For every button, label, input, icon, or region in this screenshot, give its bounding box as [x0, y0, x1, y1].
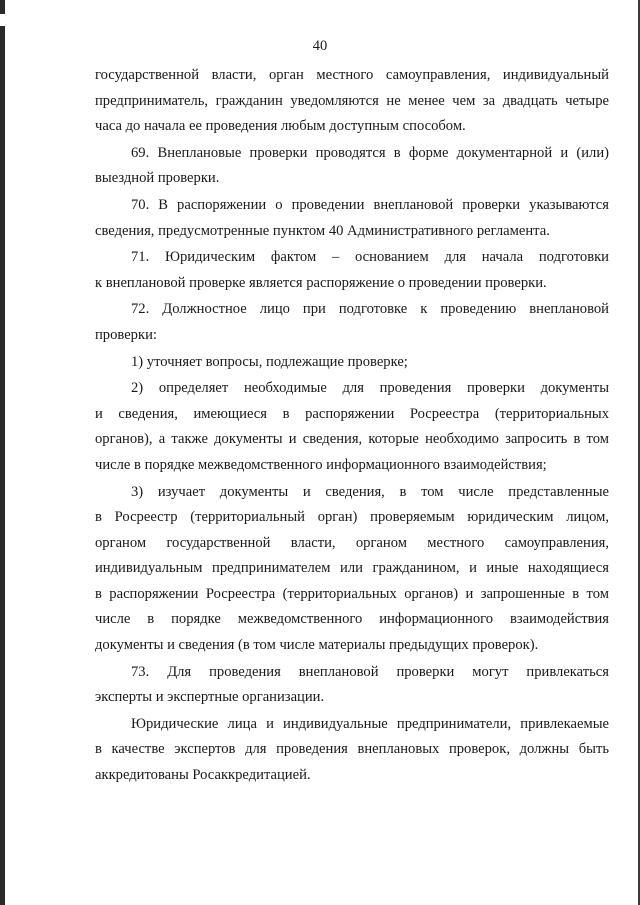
text-line: в качестве экспертов для проведения внеплановых проверок, должны быть	[95, 741, 609, 758]
text-line: к внеплановой проверке является распоряжение о проведении проверки.	[95, 274, 547, 291]
text-line: предприниматель, гражданин уведомляются не менее чем за двадцать четыре	[95, 92, 609, 109]
text-line: индивидуальным предпринимателем или гражданином, и иные находящиеся	[95, 560, 609, 577]
scan-left-edge-gap	[0, 14, 5, 26]
text-line: 1) уточняет вопросы, подлежащие проверке;	[131, 353, 408, 370]
scan-left-edge	[0, 0, 5, 905]
text-line: государственной власти, орган местного самоуправления, индивидуальный	[95, 67, 609, 83]
text-line: проверки:	[95, 326, 157, 343]
text-line: выездной проверки.	[95, 170, 220, 187]
text-line: 2) определяет необходимые для проведения проверки документы	[131, 380, 609, 397]
text-line: и сведения, имеющиеся в распоряжении Росреестра (территориальных	[95, 405, 609, 422]
text-line: эксперты и экспертные организации.	[95, 689, 325, 706]
text-line: числе в порядке межведомственного информационного взаимодействия	[95, 611, 609, 628]
text-line: 72. Должностное лицо при подготовке к проведению внеплановой	[131, 301, 609, 318]
text-line: часа до начала ее проведения любым доступным способом.	[95, 118, 466, 135]
document-body	[95, 63, 609, 789]
text-line: 3) изучает документы и сведения, в том числе представленные	[131, 483, 609, 500]
text-line: документы и сведения (в том числе материалы предыдущих проверок).	[95, 637, 539, 654]
text-line: сведения, предусмотренные пунктом 40 Административного регламента.	[95, 222, 550, 239]
text-line: органом государственной власти, органом местного самоуправления,	[95, 534, 609, 551]
text-line: 69. Внеплановые проверки проводятся в форме документарной и (или)	[131, 144, 609, 161]
page-number: 40	[312, 38, 328, 54]
text-line: в распоряжении Росреестра (территориальных органов) и запрошенные в том	[95, 585, 609, 602]
text-line: 71. Юридическим фактом – основанием для начала подготовки	[131, 249, 609, 266]
text-line: в Росреестр (территориальный орган) проверяемым юридическим лицом,	[95, 509, 609, 526]
text-line: органов), а также документы и сведения, которые необходимо запросить в том	[95, 431, 609, 448]
text-line: 70. В распоряжении о проведении внеплановой проверки указываются	[131, 196, 609, 213]
text-line: 73. Для проведения внеплановой проверки могут привлекаться	[131, 663, 609, 680]
text-line: Юридические лица и индивидуальные предприниматели, привлекаемые	[131, 715, 609, 732]
text-line: числе в порядке межведомственного информационного взаимодействия;	[95, 456, 547, 473]
text-line: аккредитованы Росаккредитацией.	[95, 767, 311, 784]
